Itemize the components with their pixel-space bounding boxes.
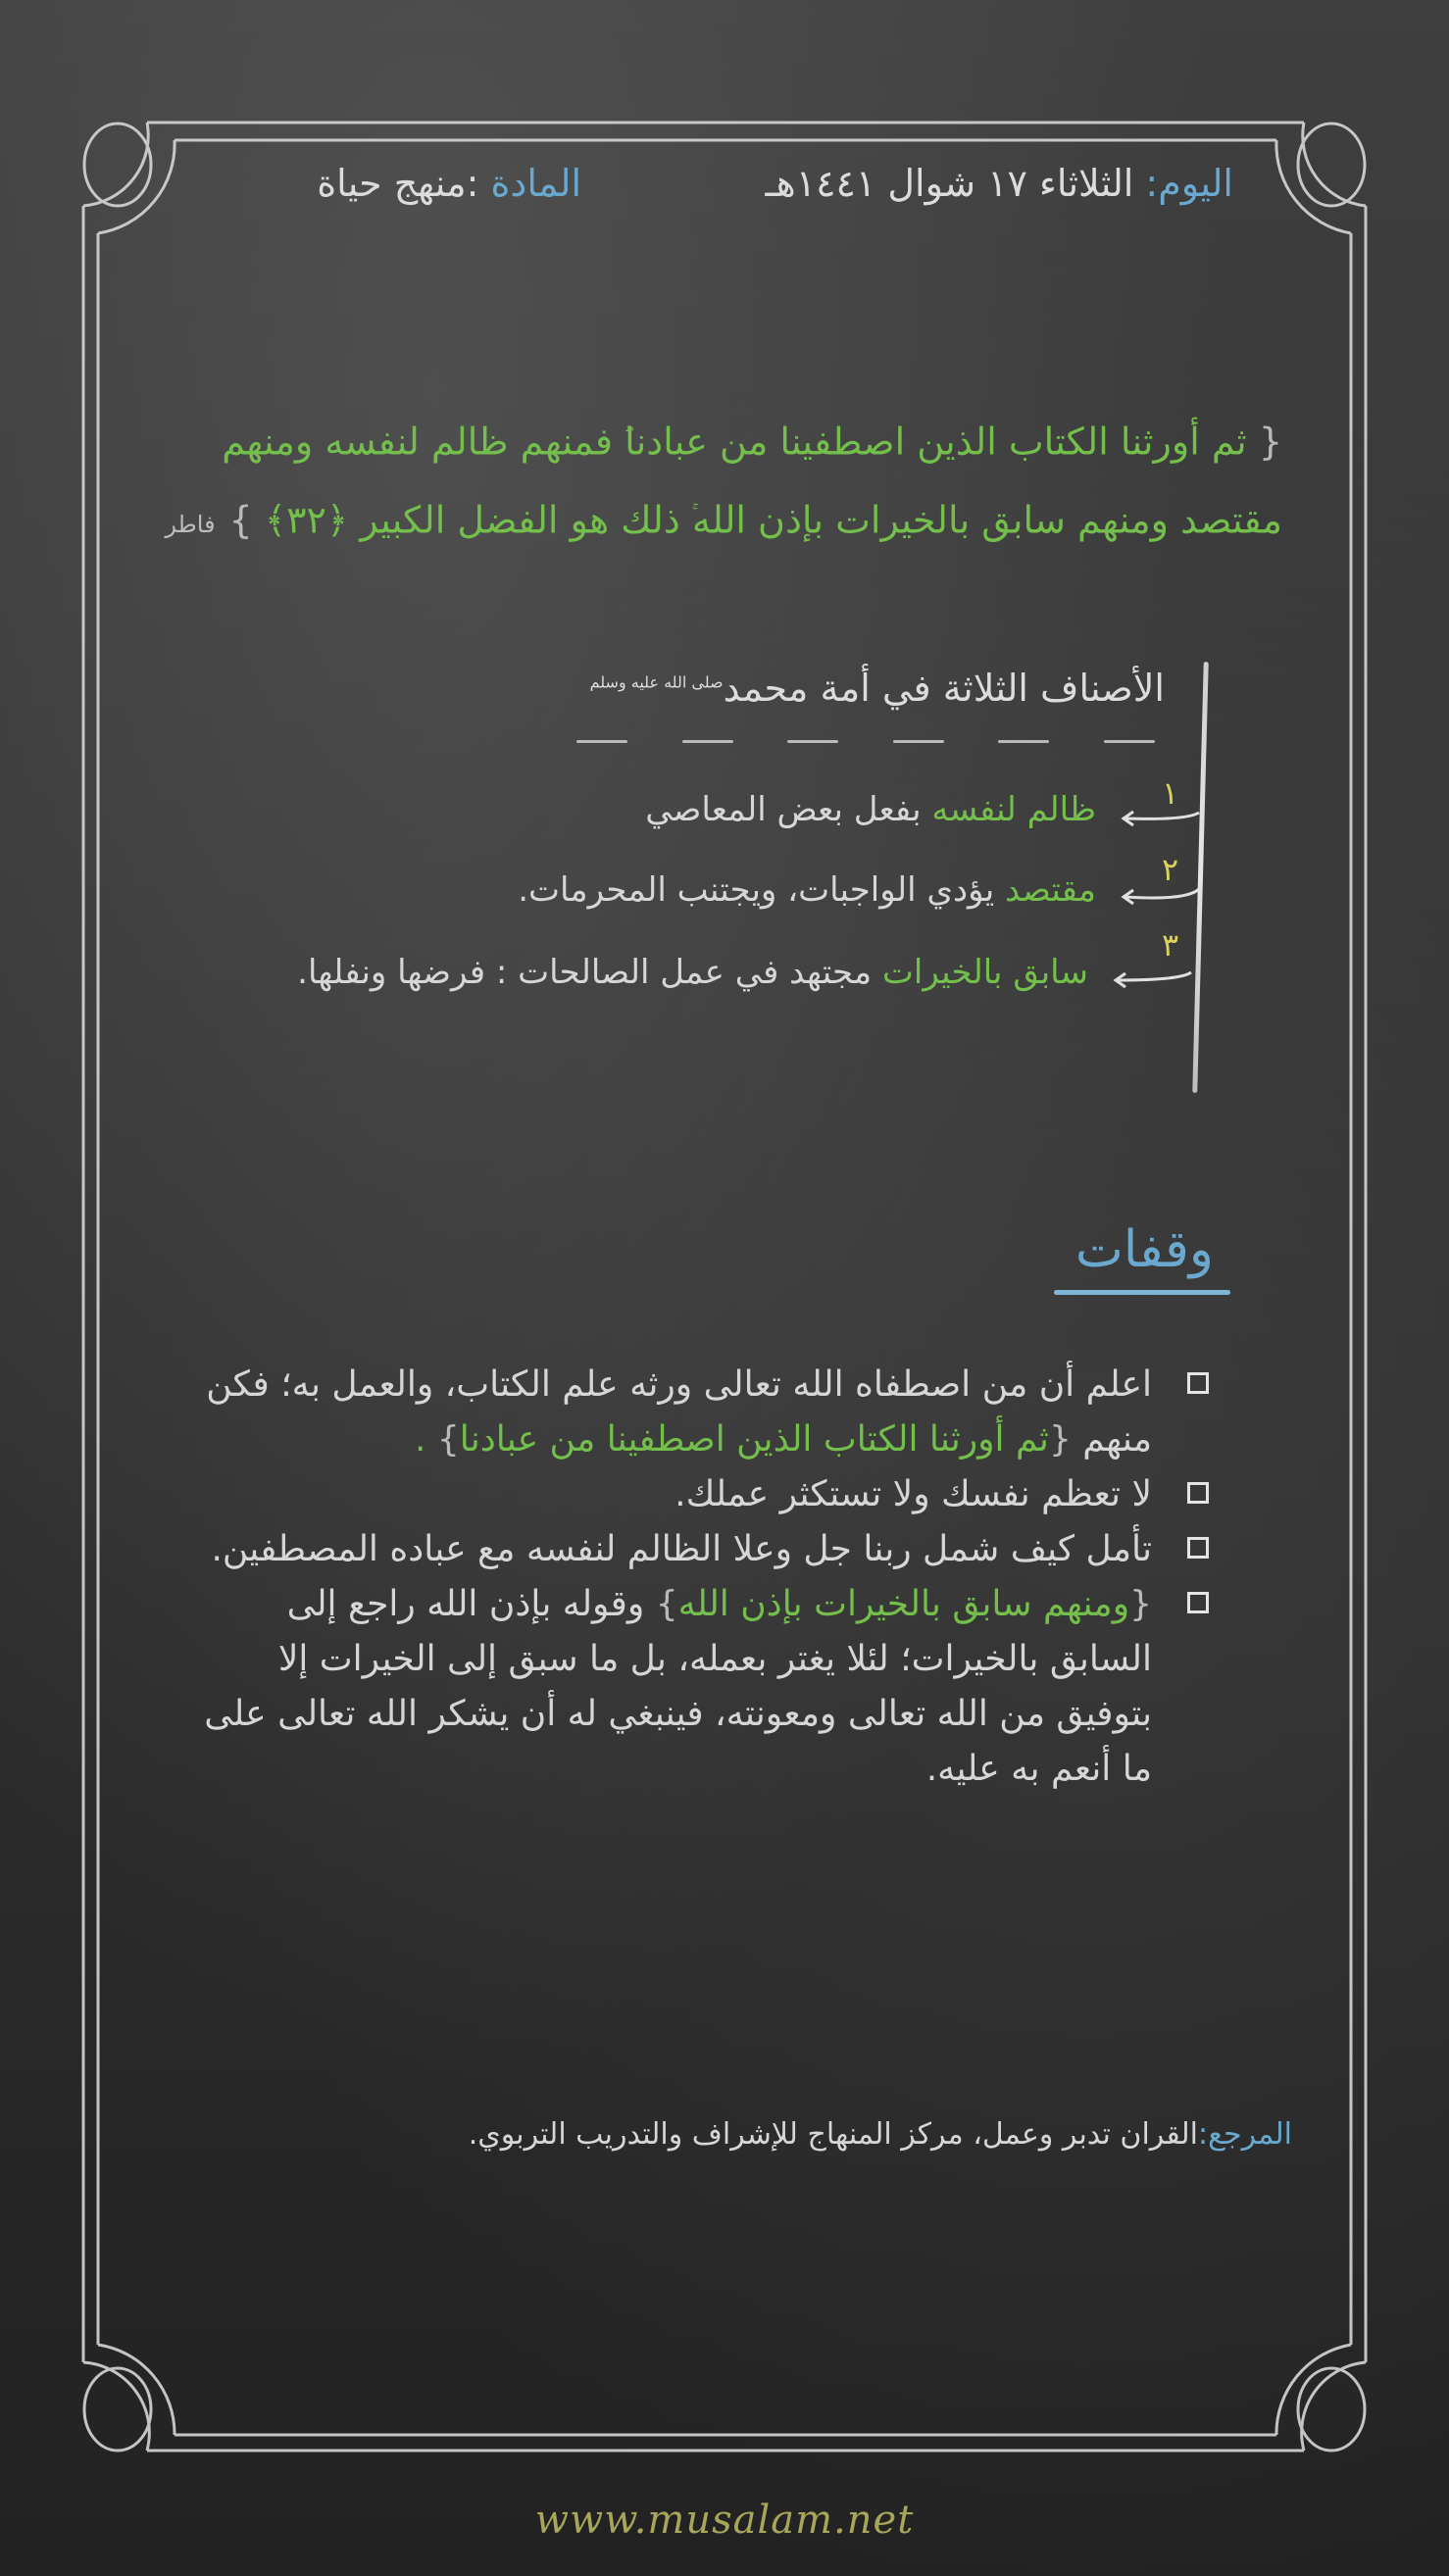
category-item-2 — [518, 870, 1096, 910]
category-desc: بفعل بعض المعاصي — [645, 790, 932, 829]
header-day — [766, 162, 1233, 205]
quote-open-brace: { — [1048, 1419, 1072, 1460]
category-item-1 — [645, 790, 1096, 829]
reference-label: المرجع: — [1198, 2117, 1292, 2152]
reference — [469, 2117, 1292, 2152]
verse-line-1 — [145, 400, 1282, 478]
dash — [682, 740, 733, 743]
dash — [893, 740, 944, 743]
dash — [787, 740, 838, 743]
reflection-item — [189, 1577, 1209, 1797]
verse-line-1b-text: فمنهم ظالم لنفسه ومنهم — [222, 420, 625, 464]
chalk-vertical-line — [1192, 662, 1209, 1093]
category-number-2: ٢ — [1162, 851, 1179, 888]
subject-label: المادة — [490, 162, 581, 205]
reflections-title: وقفات — [1074, 1220, 1214, 1279]
reflection-quote: ومنهم سابق بالخيرات بإذن الله — [677, 1584, 1130, 1624]
dash — [576, 740, 627, 743]
reflection-item — [189, 1522, 1209, 1577]
surah-name: فاطر — [165, 511, 216, 539]
reflection-text-after: وقوله بإذن الله راجع إلى السابق بالخيرات؛ لئلا يغتر بعمله، بل ما سبق إلى الخيرات إلا بتوفيق من الله تعالى ومعونته، فينبغي له أن يشكر الله تعالى على ما أنعم به عليه. — [204, 1584, 1152, 1789]
dash — [998, 740, 1049, 743]
reflection-item — [189, 1467, 1209, 1522]
checkbox-square-icon — [1187, 1537, 1209, 1559]
checkbox-square-icon — [1187, 1592, 1209, 1613]
category-desc: يؤدي الواجبات، ويجتنب المحرمات. — [518, 870, 1005, 910]
website-url[interactable]: www.musalam.net — [534, 2498, 915, 2543]
verse-close-brace: } — [228, 498, 253, 542]
pbuh-honorific: صلى الله عليه وسلم — [589, 672, 724, 692]
category-term: مقتصد — [1004, 870, 1096, 910]
verse-line-2b-text: ذلك هو الفضل الكبير ﴿٣٢﴾ — [264, 498, 692, 542]
reflections-title-underline — [1054, 1290, 1230, 1295]
category-number-3: ٣ — [1162, 926, 1179, 964]
reflections-list — [189, 1358, 1209, 1797]
reflection-text-after: . — [414, 1419, 437, 1460]
reflection-quote: ثم أورثنا الكتاب الذين اصطفينا من عبادنا — [459, 1419, 1049, 1460]
quote-close-brace: } — [436, 1419, 460, 1460]
verse-open-brace: { — [1258, 420, 1282, 464]
arrow-left-icon — [1118, 809, 1201, 828]
quote-open-brace: { — [1129, 1584, 1152, 1624]
title-dashed-underline — [576, 740, 1155, 746]
verse-line-2-text: مقتصد ومنهم سابق بالخيرات بإذن الله — [691, 498, 1282, 542]
reflection-item — [189, 1358, 1209, 1467]
categories-title-text: الأصناف الثلاثة في أمة محمد — [723, 667, 1165, 710]
arrow-left-icon — [1118, 887, 1201, 907]
dash — [1104, 740, 1155, 743]
arrow-left-icon — [1110, 970, 1193, 990]
day-value: الثلاثاء ١٧ شوال ١٤٤١هـ — [765, 162, 1146, 205]
reference-value: القران تدبر وعمل، مركز المنهاج للإشراف والتدريب التربوي. — [468, 2117, 1198, 2152]
category-desc: مجتهد في عمل الصالحات : فرضها ونفلها. — [297, 953, 882, 992]
quote-close-brace: } — [655, 1584, 678, 1624]
checkbox-square-icon — [1187, 1372, 1209, 1394]
subject-value: :منهج حياة — [317, 162, 491, 205]
verse-line-1-text: ثم أورثنا الكتاب الذين اصطفينا من عبادنا — [625, 420, 1247, 464]
quran-verse — [145, 400, 1282, 561]
reflection-text: تأمل كيف شمل ربنا جل وعلا الظالم لنفسه مع عباده المصطفين. — [211, 1529, 1152, 1569]
category-number-1: ١ — [1162, 774, 1179, 812]
checkbox-square-icon — [1187, 1482, 1209, 1504]
category-term: ظالم لنفسه — [931, 790, 1096, 829]
day-label: اليوم: — [1145, 162, 1233, 205]
header-subject — [317, 162, 581, 205]
categories-title — [590, 667, 1165, 710]
reflection-text: اعلم أن من اصطفاه الله تعالى ورثه علم الكتاب، والعمل به؛ فكن منهم — [206, 1364, 1152, 1460]
category-term: سابق بالخيرات — [881, 953, 1088, 992]
category-item-3 — [297, 953, 1088, 992]
verse-line-2 — [145, 478, 1282, 562]
reflection-text: لا تعظم نفسك ولا تستكثر عملك. — [675, 1474, 1152, 1514]
